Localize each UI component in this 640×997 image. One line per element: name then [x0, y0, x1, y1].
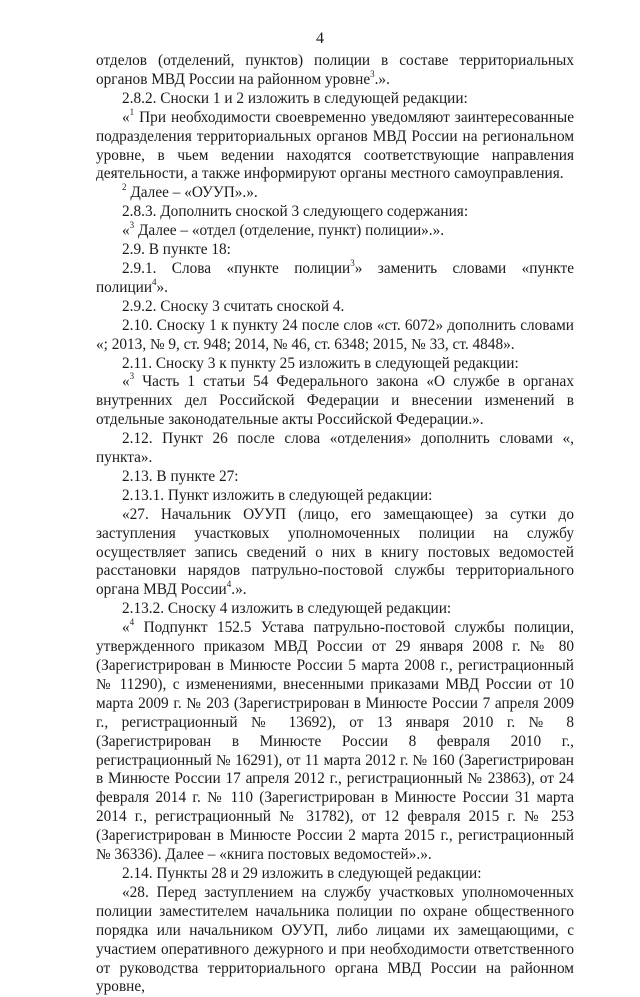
text-run: 2.12. Пункт 26 после слова «отделения» дополнить словами «, пункта».: [96, 430, 574, 467]
text-run: 2.9.2. Сноску 3 считать сноской 4.: [122, 297, 345, 315]
footnote-marker: 3: [129, 220, 135, 231]
footnote-marker: 3: [129, 371, 135, 382]
text-run: 2.10. Сноску 1 к пункту 24 после слов «ст. 6072» дополнить словами «; 2013, № 9, ст. 948; 2014, № 46, ст. 6348; 2015, № 33, ст. 4848».: [96, 316, 574, 353]
text-run: Далее – «отдел (отделение, пункт) полиции».».: [134, 222, 445, 240]
text-run: При необходимости своевременно уведомляют заинтересованные подразделения территориальных органов МВД России на региональном уровне, в чьем ведении находятся соответствующие направления деятельности, а также информируют органы местного самоуправления.: [96, 108, 574, 183]
text-run: «27. Начальник ОУУП (лицо, его замещающее) за сутки до заступления участковых уполномоченных полиции на службу осуществляет запись сведений о них в книгу постовых ведомостей расстановки нарядов патрульно-постовой службы территориального органа МВД России: [96, 505, 574, 599]
text-run: 2.13. В пункте 27:: [122, 467, 239, 485]
paragraph-p8: [96, 298, 574, 317]
paragraph-p0: [96, 52, 574, 90]
text-run: 2.8.2. Сноски 1 и 2 изложить в следующей редакции:: [122, 89, 468, 107]
paragraph-p15: [96, 506, 574, 601]
paragraph-p11: [96, 373, 574, 430]
text-run: «: [122, 108, 130, 126]
text-run: 2.13.2. Сноску 4 изложить в следующей редакции:: [122, 600, 452, 618]
text-run: .».: [374, 70, 390, 88]
footnote-marker: 3: [350, 257, 355, 268]
text-run: «: [122, 373, 130, 391]
text-run: 2.8.3. Дополнить сноской 3 следующего содержания:: [122, 203, 469, 221]
text-run: ».: [156, 278, 168, 296]
text-run: 2.14. Пункты 28 и 29 изложить в следующей редакции:: [122, 864, 482, 882]
footnote-marker: 4: [129, 617, 135, 628]
text-run: «: [122, 619, 130, 637]
text-run: .».: [231, 581, 247, 599]
paragraph-p5: [96, 222, 574, 241]
paragraph-p7: [96, 257, 574, 298]
paragraph-p1: [96, 90, 574, 109]
document-body: [96, 52, 574, 997]
paragraph-p19: [96, 884, 574, 997]
text-run: » заменить словами «пункте полиции: [96, 259, 574, 296]
footnote-marker: 1: [129, 106, 135, 117]
footnote-marker: 4: [226, 579, 232, 590]
paragraph-p18: [96, 865, 574, 884]
paragraph-p17: [96, 619, 574, 865]
paragraph-p6: [96, 241, 574, 260]
paragraph-p12: [96, 430, 574, 468]
text-run: 2.11. Сноску 3 к пункту 25 изложить в следующей редакции:: [122, 354, 519, 372]
paragraph-p3: [96, 184, 574, 203]
footnote-marker: 4: [152, 276, 157, 287]
paragraph-p13: [96, 468, 574, 487]
text-run: 2.9. В пункте 18:: [122, 241, 231, 259]
footnote-marker: 3: [370, 68, 375, 79]
paragraph-p4: [96, 203, 574, 222]
text-run: Подпункт 152.5 Устава патрульно-постовой службы полиции, утвержденного приказом МВД России от 29 января 2008 г. № 80 (Зарегистрирован в Минюсте России 5 марта 2008 г., регистрационный № 11290), с изменениями, внесенными приказами МВД России от 10 марта 2009 г. № 203 (Зарегистрирован в Минюсте России 7 апреля 2009 г., регистрационный № 13692), от 13 января 2010 г. № 8 (Зарегистрирован в Минюсте России 8 февраля 2010 г., регистрационный № 16291), от 11 марта 2012 г. № 160 (Зарегистрирован в Минюсте России 17 апреля 2012 г., регистрационный № 23863), от 24 февраля 2014 г. № 110 (Зарегистрирован в Минюсте России 31 марта 2014 г., регистрационный № 31782), от 12 февраля 2015 г. № 253 (Зарегистрирован в Минюсте России 2 марта 2015 г., регистрационный № 36336). Далее – «книга постовых ведомостей».».: [96, 619, 574, 864]
page-number: 4: [316, 30, 324, 47]
paragraph-p16: [96, 600, 574, 619]
text-run: «: [122, 222, 130, 240]
paragraph-p14: [96, 487, 574, 506]
footnote-marker: 2: [122, 182, 127, 193]
text-run: 2.13.1. Пункт изложить в следующей редакции:: [122, 486, 433, 504]
paragraph-p10: [96, 355, 574, 374]
paragraph-p2: [96, 106, 574, 185]
text-run: Далее – «ОУУП».».: [126, 184, 258, 202]
text-run: 2.9.1. Слова «пункте полиции: [122, 259, 351, 277]
text-run: Часть 1 статьи 54 Федерального закона «О службе в органах внутренних дел Российской Федерации и внесении изменений в отдельные законодательные акты Российской Федерации.».: [96, 373, 574, 429]
text-run: отделов (отделений, пунктов) полиции в составе территориальных органов МВД России на районном уровне: [96, 52, 574, 88]
text-run: «28. Перед заступлением на службу участковых уполномоченных полиции заместителем начальника полиции по охране общественного порядка или начальником ОУУП, либо лицами их замещающими, с участием оперативного дежурного и при необходимости ответственного от руководства территориального органа МВД России на районном уровне,: [96, 883, 574, 996]
paragraph-p9: [96, 317, 574, 355]
